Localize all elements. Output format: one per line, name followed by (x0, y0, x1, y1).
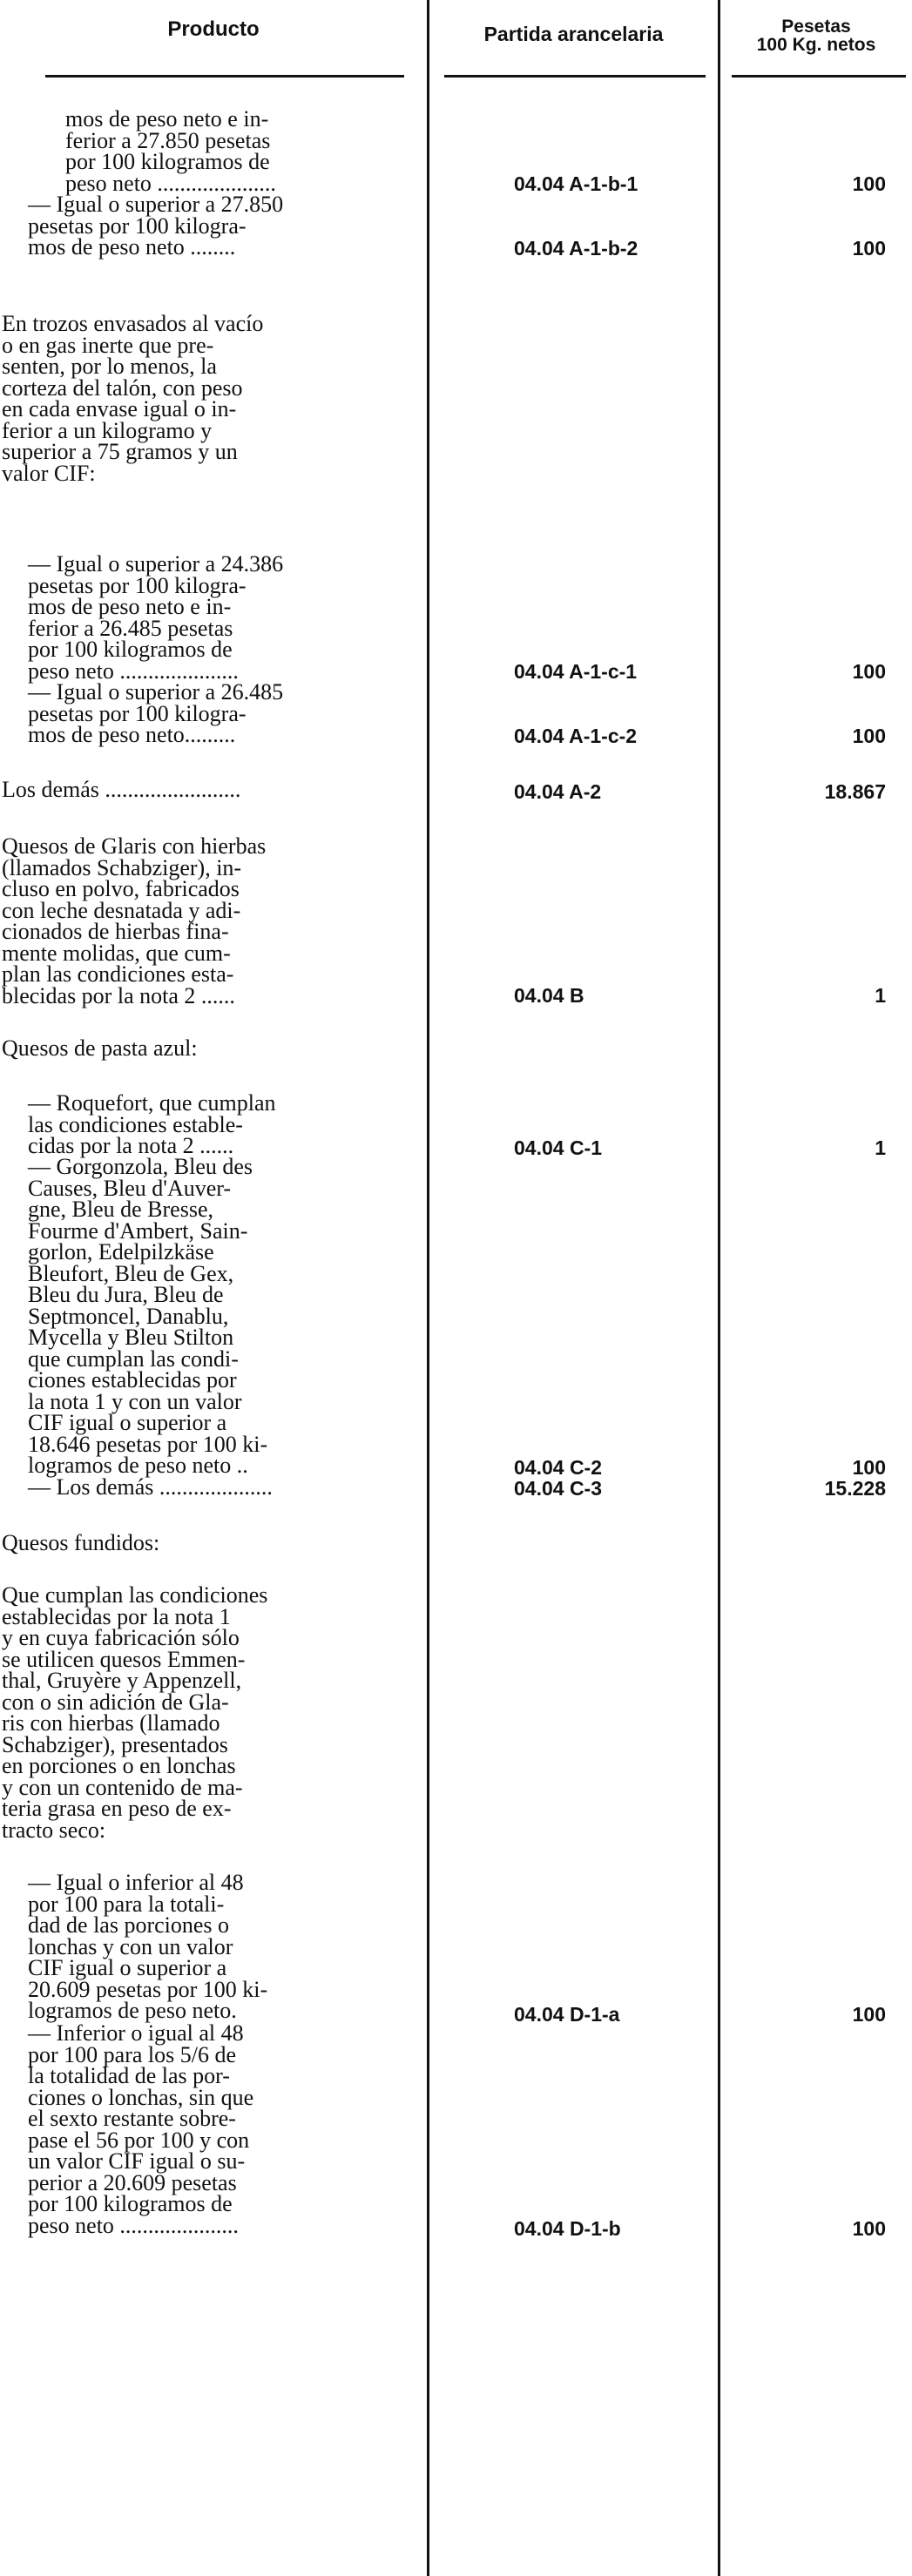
product-text-line: pesetas por 100 kilogra- (28, 572, 247, 598)
peseta-value: 100 (852, 2003, 886, 2026)
product-text-line: o en gas inerte que pre- (2, 332, 214, 358)
tariff-code: 04.04 D-1-b (514, 2217, 621, 2240)
product-text-line: — Los demás .................... (28, 1474, 273, 1500)
header-pesetas-line1: Pesetas (781, 17, 851, 37)
header-pesetas (720, 17, 912, 54)
product-text-line: por 100 kilogramos de (28, 2191, 233, 2216)
tariff-code: 04.04 A-1-c-2 (514, 725, 638, 747)
product-text-line: logramos de peso neto .. (28, 1453, 248, 1478)
product-text-line: ciones o lonchas, sin que (28, 2084, 254, 2110)
product-text-line: mos de peso neto......... (28, 722, 236, 747)
tariff-code: 04.04 A-1-b-1 (514, 172, 638, 195)
product-text-line: mos de peso neto e in- (28, 594, 232, 619)
column-divider-left (427, 0, 429, 2576)
product-text-line: por 100 para la totali- (28, 1891, 225, 1917)
peseta-value: 100 (852, 172, 886, 195)
product-text-line: en porciones o en lonchas (2, 1753, 236, 1778)
product-text-line: — Inferior o igual al 48 (28, 2020, 244, 2046)
product-text-line: cluso en polvo, fabricados (2, 876, 240, 901)
product-text-block (2, 311, 264, 486)
product-text-block (2, 1035, 198, 1061)
product-text-line: 18.646 pesetas por 100 ki- (28, 1431, 268, 1457)
product-text-line: En trozos envasados al vacío (2, 311, 264, 336)
product-text-line: se utilicen quesos Emmen- (2, 1646, 246, 1672)
product-text-line: por 100 kilogramos de (28, 637, 233, 662)
product-text-line: corteza del talón, con peso (2, 374, 243, 401)
product-text-line: las condiciones estable- (28, 1111, 243, 1137)
product-text-line: y con un contenido de ma- (2, 1774, 243, 1800)
product-text-line: Quesos fundidos: (2, 1530, 160, 1555)
product-text-line: valor CIF: (2, 460, 96, 486)
header-partida: Partida arancelaria (483, 23, 664, 45)
product-text-line: Bleufort, Bleu de Gex, (28, 1260, 234, 1286)
product-text-line: peso neto ..................... (65, 170, 276, 196)
tariff-code: 04.04 A-1-c-1 (514, 660, 638, 683)
product-text-block (28, 194, 283, 259)
product-text-line: Schabziger), presentados (2, 1731, 228, 1757)
product-text-line: gne, Bleu de Bresse, (28, 1197, 214, 1222)
peseta-value: 100 (852, 660, 886, 683)
product-text-line: Quesos de pasta azul: (2, 1035, 198, 1061)
column-divider-right (718, 0, 720, 2576)
product-text-block (28, 1474, 273, 1500)
product-text-line: peso neto ..................... (28, 657, 239, 684)
peseta-value: 100 (852, 2217, 886, 2240)
product-text-line: y en cuya fabricación sólo (2, 1625, 240, 1650)
product-text-line: con o sin adición de Gla- (2, 1689, 229, 1715)
peseta-value: 100 (852, 237, 886, 260)
product-text-line: que cumplan las condi- (28, 1345, 239, 1372)
tariff-code: 04.04 A-1-b-2 (514, 237, 638, 260)
product-text-line: la nota 1 y con un valor (28, 1388, 242, 1414)
product-text-line: dad de las porciones o (28, 1912, 230, 1938)
product-text-line: por 100 kilogramos de (65, 149, 270, 174)
peseta-value: 100 (852, 1456, 886, 1479)
product-text-line: ferior a un kilogramo y (2, 417, 213, 443)
product-text-line: mos de peso neto e in- (65, 106, 269, 131)
product-text-block (65, 106, 276, 196)
product-text-line: — Igual o superior a 26.485 (28, 679, 284, 705)
product-text-line: cionados de hierbas fina- (2, 919, 229, 944)
product-text-line: pesetas por 100 kilogra- (28, 212, 247, 239)
product-text-line: ris con hierbas (llamado (2, 1710, 220, 1736)
peseta-value: 1 (875, 984, 886, 1007)
product-text-block (28, 679, 284, 747)
product-text-line: tracto seco: (2, 1817, 106, 1843)
product-text-line: ferior a 27.850 pesetas (65, 127, 271, 153)
product-text-block (2, 833, 267, 1008)
product-text-line: 20.609 pesetas por 100 ki- (28, 1976, 268, 2002)
product-text-line: mente molidas, que cum- (2, 940, 231, 966)
header-rule-producto (45, 75, 404, 78)
product-text-line: superior a 75 gramos y un (2, 439, 238, 464)
product-text-line: — Igual o superior a 24.386 (28, 551, 284, 577)
product-text-line: establecidas por la nota 1 (2, 1603, 231, 1629)
header-rule-pesetas (732, 75, 906, 78)
product-text-block (28, 1090, 276, 1158)
product-text-line: el sexto restante sobre- (28, 2106, 236, 2131)
tariff-code: 04.04 C-1 (514, 1136, 603, 1159)
product-text-line: peso neto ..................... (28, 2212, 239, 2238)
product-text-line: Quesos de Glaris con hierbas (2, 833, 267, 859)
product-text-block (28, 1154, 268, 1478)
product-text-line: por 100 para los 5/6 de (28, 2041, 237, 2067)
product-text-line: thal, Gruyère y Appenzell, (2, 1668, 242, 1693)
product-text-line: Los demás ........................ (2, 777, 241, 802)
product-text-block (2, 1582, 268, 1843)
product-text-line: pase el 56 por 100 y con (28, 2127, 250, 2153)
product-text-line: plan las condiciones esta- (2, 961, 234, 987)
product-text-line: perior a 20.609 pesetas (28, 2169, 237, 2195)
peseta-value: 15.228 (824, 1477, 886, 1500)
product-text-line: CIF igual o superior a (28, 1955, 227, 1980)
product-text-line: logramos de peso neto. (28, 1998, 237, 2023)
product-text-line: con leche desnatada y adi- (2, 897, 241, 923)
header-rule-partida (444, 75, 706, 78)
tariff-code: 04.04 A-2 (514, 780, 602, 803)
product-text-line: un valor CIF igual o su- (28, 2148, 246, 2174)
product-text-line: teria grasa en peso de ex- (2, 1796, 232, 1821)
product-text-block (28, 1872, 267, 2022)
product-text-block (2, 779, 240, 801)
tariff-code: 04.04 B (514, 984, 584, 1007)
product-text-line: Mycella y Bleu Stilton (28, 1325, 234, 1350)
product-text-line: Causes, Bleu d'Auver- (28, 1175, 232, 1201)
product-text-line: Septmoncel, Danablu, (28, 1303, 229, 1329)
peseta-value: 1 (875, 1136, 886, 1159)
peseta-value: 18.867 (824, 780, 886, 803)
product-text-line: ciones establecidas por (28, 1367, 237, 1393)
product-text-line: senten, por lo menos, la (2, 354, 217, 379)
tariff-code: 04.04 C-2 (514, 1456, 603, 1479)
product-text-line: cidas por la nota 2 ...... (28, 1133, 234, 1158)
product-text-line: la totalidad de las por- (28, 2063, 230, 2088)
peseta-value: 100 (852, 725, 886, 747)
product-text-line: Fourme d'Ambert, Sain- (28, 1217, 248, 1244)
product-text-line: pesetas por 100 kilogra- (28, 700, 247, 726)
product-text-line: — Igual o inferior al 48 (28, 1870, 244, 1895)
product-text-block (2, 1530, 160, 1555)
product-text-line: mos de peso neto ........ (28, 234, 236, 260)
product-text-line: — Roquefort, que cumplan (28, 1090, 276, 1116)
product-text-line: gorlon, Edelpilzkäse (28, 1239, 214, 1264)
tariff-code: 04.04 D-1-a (514, 2003, 620, 2026)
product-text-line: blecidas por la nota 2 ...... (2, 982, 235, 1008)
product-text-line: (llamados Schabziger), in- (2, 854, 242, 880)
product-text-line: — Gorgonzola, Bleu des (28, 1154, 253, 1179)
product-text-line: CIF igual o superior a (28, 1410, 227, 1435)
header-producto: Producto (167, 17, 260, 41)
tariff-code: 04.04 C-3 (514, 1477, 603, 1500)
product-text-line: en cada envase igual o in- (2, 396, 237, 421)
header-pesetas-line2: 100 Kg. netos (756, 35, 876, 55)
product-text-block (28, 551, 284, 684)
product-text-block (28, 2020, 254, 2238)
product-text-line: — Igual o superior a 27.850 (28, 192, 284, 217)
product-text-line: Bleu du Jura, Bleu de (28, 1282, 224, 1307)
product-text-line: lonchas y con un valor (28, 1933, 233, 1959)
product-text-line: Que cumplan las condiciones (2, 1582, 268, 1608)
product-text-line: ferior a 26.485 pesetas (28, 615, 233, 641)
